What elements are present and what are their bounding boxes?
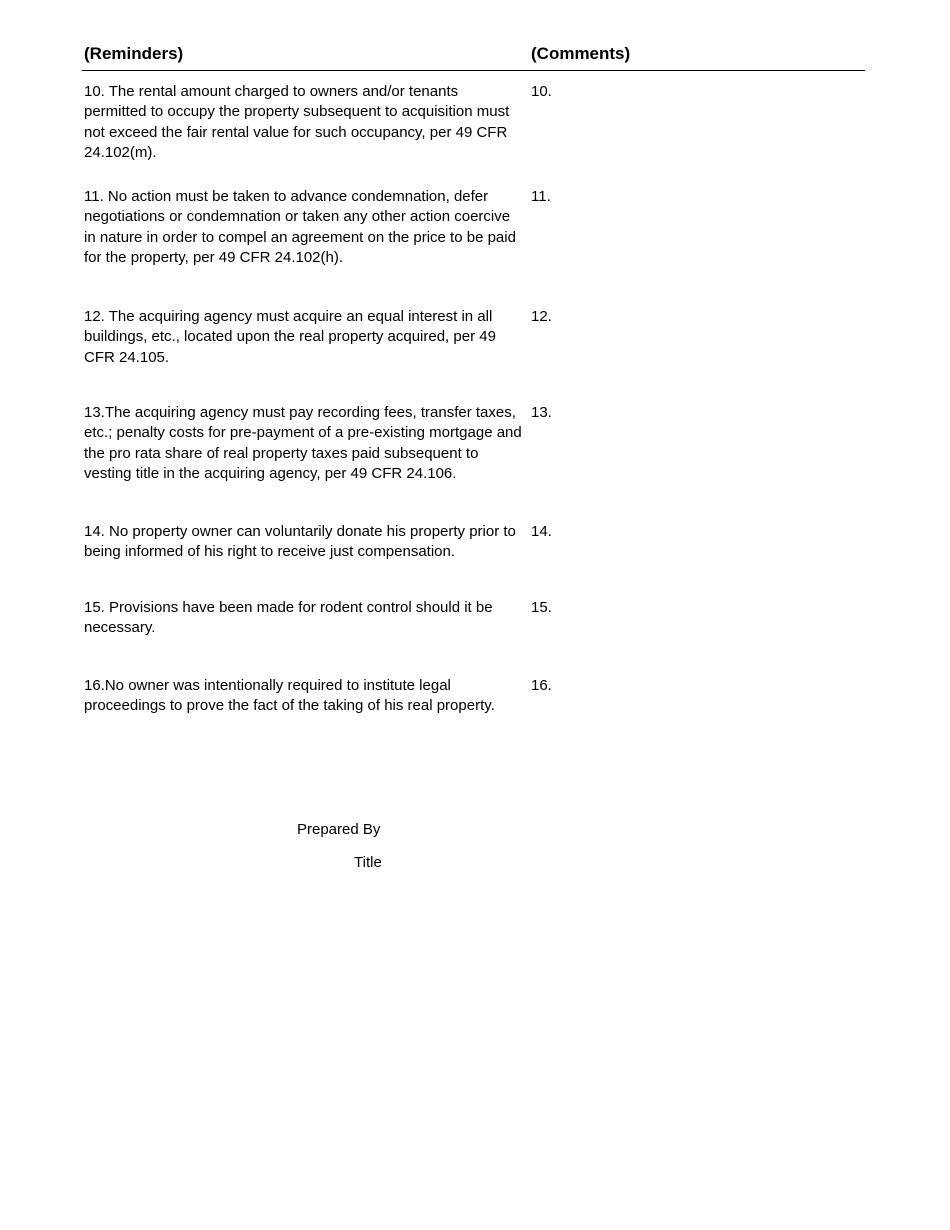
reminder-item-14: 14. No property owner can voluntarily donate his property prior to being informed of his right to receive just compensation.: [84, 523, 516, 561]
reminder-item-15: 15. Provisions have been made for rodent control should it be necessary.: [84, 599, 493, 637]
comments-column-header: (Comments): [531, 44, 631, 63]
reminder-item-13: 13.The acquiring agency must pay recording fees, transfer taxes, etc.; penalty costs for pre-payment of a pre-existing mortgage and the pro rata share of real property taxes paid subsequent to vesting title in the acquiring agency, per 49 CFR 24.106.: [84, 404, 522, 483]
reminder-item-11: 11. No action must be taken to advance condemnation, defer negotiations or condemnation or taken any other action coercive in nature in order to compel an agreement on the price to be paid for the property, per 49 CFR 24.102(h).: [84, 188, 516, 267]
comment-number-15: 15.: [531, 599, 552, 616]
comment-number-11: 11.: [531, 188, 551, 205]
comment-number-14: 14.: [531, 523, 552, 540]
comment-number-12: 12.: [531, 308, 552, 325]
reminders-column-header: (Reminders): [84, 44, 184, 63]
reminder-item-16: 16.No owner was intentionally required to institute legal proceedings to prove the fact of the taking of his real property.: [84, 677, 495, 715]
reminder-item-12: 12. The acquiring agency must acquire an equal interest in all buildings, etc., located upon the real property acquired, per 49 CFR 24.105.: [84, 308, 496, 366]
comment-number-16: 16.: [531, 677, 552, 694]
comment-number-10: 10.: [531, 83, 552, 100]
prepared-by-label: Prepared By: [297, 821, 381, 838]
header-divider: [82, 70, 865, 71]
reminder-item-10: 10. The rental amount charged to owners and/or tenants permitted to occupy the property subsequent to acquisition must not exceed the fair rental value for such occupancy, per 49 CFR 24.102(m).: [84, 83, 510, 162]
title-label: Title: [354, 854, 382, 871]
comment-number-13: 13.: [531, 404, 552, 421]
